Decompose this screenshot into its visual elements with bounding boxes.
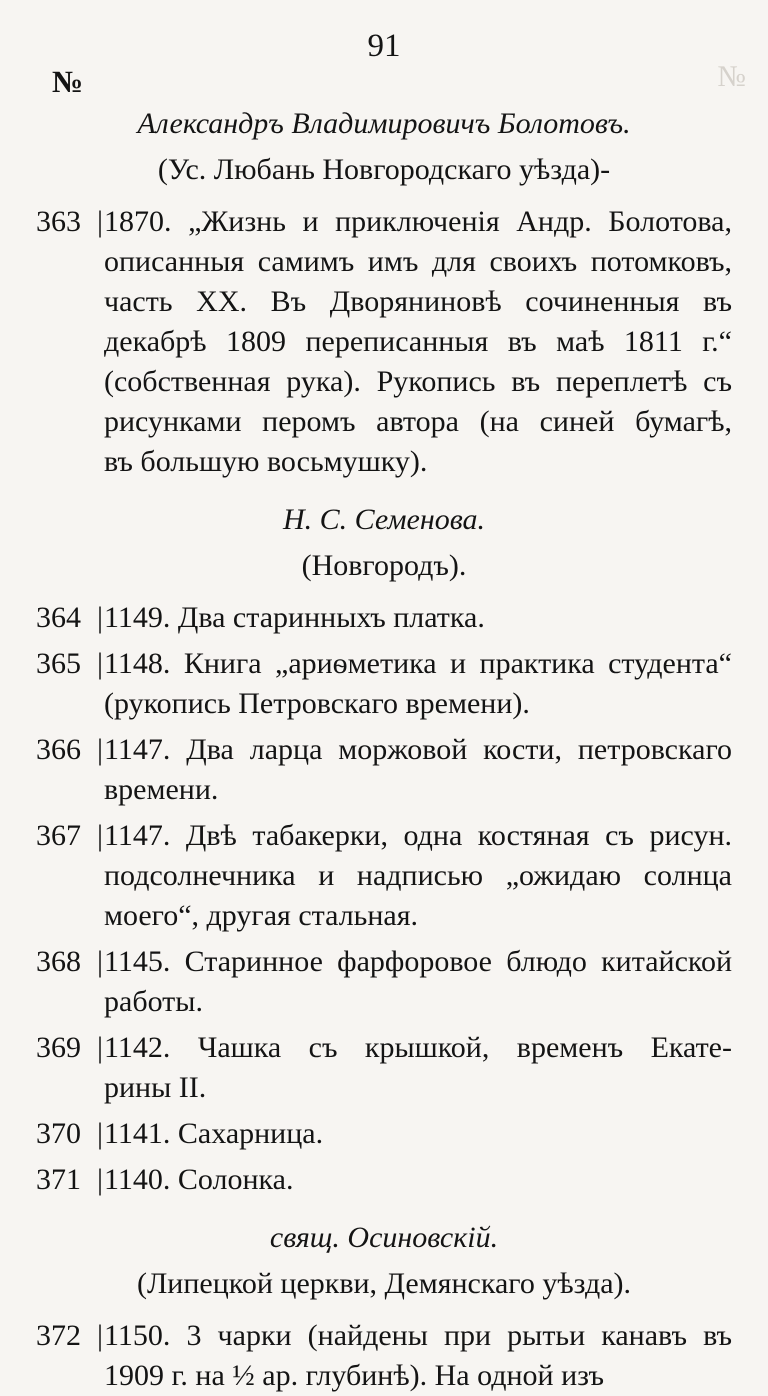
number-sign: №	[52, 64, 84, 99]
section-sub-bolotov: (Ус. Любань Новгородскаго уѣзда)-	[157, 153, 611, 186]
entry-366	[36, 730, 732, 770]
entry-line: 1909 г. на ½ ар. глубинѣ). На одной изъ	[104, 1359, 605, 1392]
page-number: 91	[367, 28, 401, 64]
entry-line: 1147. Двѣ табакерки, одна костяная съ рисун.	[104, 819, 732, 852]
section-sub-osinovsky: (Липецкой церкви, Демянскаго уѣзда).	[136, 1267, 632, 1300]
entry-363	[36, 202, 732, 242]
entry-divider: |	[96, 1031, 103, 1064]
entry-line: 1142. Чашка съ крышкой, временъ Екате-	[104, 1031, 732, 1064]
entry-line: работы.	[104, 985, 203, 1018]
entry-line: рисунками перомъ автора (на синей бумагѣ,	[104, 405, 732, 438]
entry-line: времени.	[104, 773, 219, 806]
entry-divider: |	[96, 647, 103, 680]
entry-line: 1145. Старинное фарфоровое блюдо китайской	[104, 945, 732, 978]
entry-number: 368	[36, 945, 81, 978]
bleed-through-number-sign: №	[717, 60, 746, 93]
entry-line: подсолнечника и надписью „ожидаю солнца	[104, 859, 732, 892]
entry-number: 370	[36, 1117, 81, 1150]
entry-number: 371	[36, 1163, 81, 1196]
entry-369	[36, 1028, 732, 1068]
entry-line: часть XX. Въ Дворяниновѣ сочиненныя въ	[104, 285, 732, 318]
entry-divider: |	[96, 733, 103, 766]
entry-line: (собственная рука). Рукопись въ переплетѣ съ	[104, 365, 732, 398]
entry-line: въ большую восьмушку).	[104, 445, 428, 478]
entry-divider: |	[96, 1117, 103, 1150]
section-heading-bolotov: Александръ Владимировичъ Болотовъ.	[137, 107, 631, 140]
entry-372	[36, 1316, 732, 1356]
entry-371	[36, 1160, 732, 1200]
entry-number: 365	[36, 647, 81, 680]
section-heading-osinovsky: свящ. Осиновскій.	[269, 1221, 499, 1254]
section-heading-semenova: Н. С. Семенова.	[282, 503, 486, 536]
entry-number: 363	[36, 205, 81, 238]
entry-divider: |	[96, 1163, 103, 1196]
entry-line: 1149. Два старинныхъ платка.	[104, 601, 485, 634]
entry-line: моего“, другая стальная.	[104, 899, 419, 932]
entry-number: 369	[36, 1031, 81, 1064]
entry-number: 366	[36, 733, 81, 766]
section-sub-semenova: (Новгородъ).	[301, 549, 467, 582]
entry-number: 372	[36, 1319, 81, 1352]
entry-370	[36, 1114, 732, 1154]
entry-line: 1140. Солонка.	[104, 1163, 294, 1196]
entry-line: 1141. Сахарница.	[104, 1117, 324, 1150]
entry-line: 1148. Книга „ариѳметика и практика студента“	[104, 647, 732, 680]
entry-divider: |	[96, 205, 103, 238]
entry-364	[36, 598, 732, 638]
entry-number: 364	[36, 601, 81, 634]
entry-divider: |	[96, 945, 103, 978]
entry-367	[36, 816, 732, 856]
entry-line: 1150. 3 чарки (найдены при рытьи канавъ въ	[104, 1319, 732, 1352]
entry-divider: |	[96, 1319, 103, 1352]
entry-divider: |	[96, 601, 103, 634]
entry-365	[36, 644, 732, 684]
entry-divider: |	[96, 819, 103, 852]
entry-line: описанныя самимъ имъ для своихъ потомковъ,	[104, 245, 732, 278]
entry-line: 1147. Два ларца моржовой кости, петровскаго	[104, 733, 732, 766]
entry-368	[36, 942, 732, 982]
entry-line: рины II.	[104, 1071, 207, 1104]
entry-line: (рукопись Петровскаго времени).	[104, 687, 530, 720]
entry-number: 367	[36, 819, 81, 852]
entry-line: декабрѣ 1809 переписанныя въ маѣ 1811 г.“	[104, 325, 732, 358]
entry-line: 1870. „Жизнь и приключенія Андр. Болотова,	[104, 205, 732, 238]
